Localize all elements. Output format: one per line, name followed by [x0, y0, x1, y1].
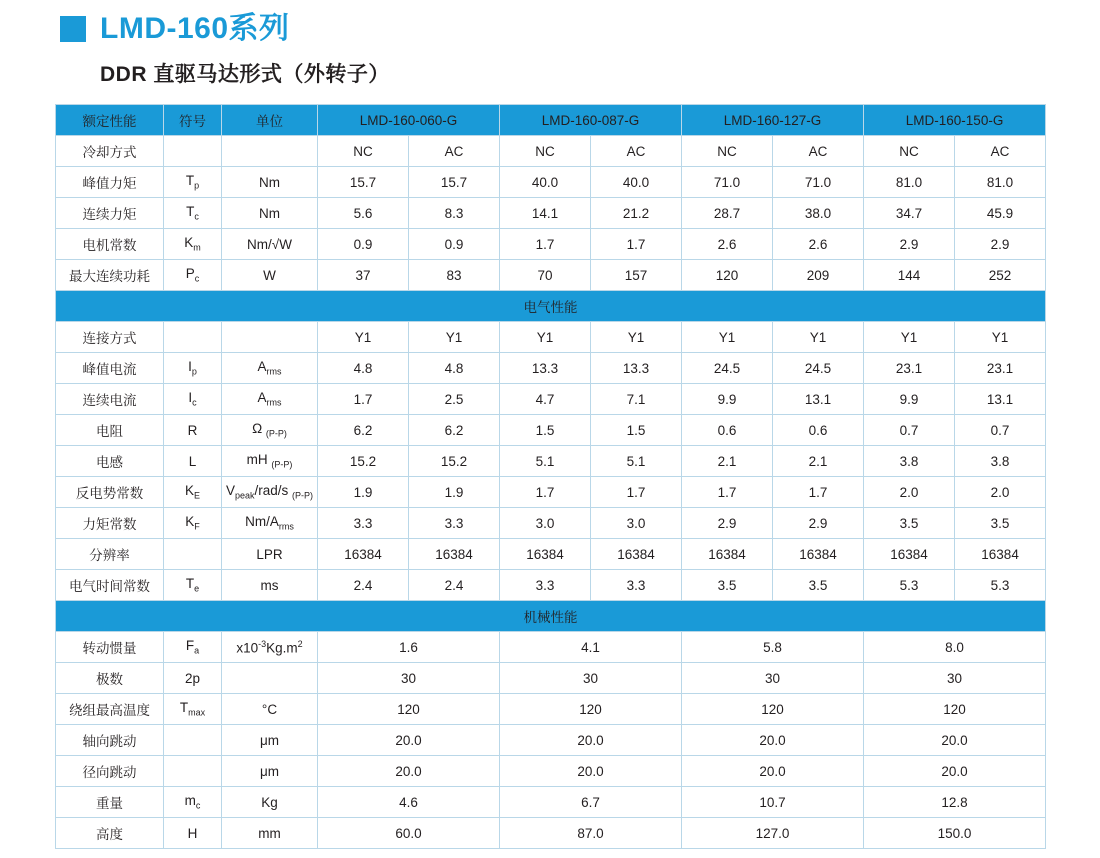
table-row: [56, 756, 1046, 787]
cell-value: 15.7: [409, 167, 500, 198]
row-unit: mH $_{(P-P)}$: [222, 446, 318, 477]
cell-value: 38.0: [773, 198, 864, 229]
table-row: [56, 632, 1046, 663]
cell-value: 40.0: [591, 167, 682, 198]
table-row: [56, 353, 1046, 384]
row-label: 电机常数: [56, 229, 164, 260]
cell-value: 120: [864, 694, 1046, 725]
cell-value: 1.7: [591, 229, 682, 260]
row-unit: LPR: [222, 539, 318, 570]
cell-value: 71.0: [682, 167, 773, 198]
row-unit: $Nm/A_{rms}$: [222, 508, 318, 539]
cell-value: 60.0: [318, 818, 500, 849]
cell-value: 1.6: [318, 632, 500, 663]
row-label: 转动惯量: [56, 632, 164, 663]
row-unit: ms: [222, 570, 318, 601]
cell-value: 5.6: [318, 198, 409, 229]
table-row: [56, 539, 1046, 570]
table-row: [56, 384, 1046, 415]
cell-value: 24.5: [773, 353, 864, 384]
cell-value: 13.3: [500, 353, 591, 384]
cell-value: 23.1: [864, 353, 955, 384]
table-row: [56, 446, 1046, 477]
table-row: [56, 663, 1046, 694]
cell-value: Y1: [500, 322, 591, 353]
cell-value: 1.7: [591, 477, 682, 508]
cell-value: 2.9: [773, 508, 864, 539]
cell-value: 5.3: [955, 570, 1046, 601]
cell-value: 16384: [682, 539, 773, 570]
row-label: 反电势常数: [56, 477, 164, 508]
cell-value: 45.9: [955, 198, 1046, 229]
row-symbol: $P_c$: [164, 260, 222, 291]
cell-value: 2.1: [773, 446, 864, 477]
cell-value: 2.1: [682, 446, 773, 477]
column-header-symbol: 符号: [164, 105, 222, 136]
cell-value: 9.9: [682, 384, 773, 415]
row-label: 冷却方式: [56, 136, 164, 167]
cell-value: 2.9: [682, 508, 773, 539]
row-symbol: $K_m$: [164, 229, 222, 260]
table-row: [56, 725, 1046, 756]
row-unit: Nm: [222, 167, 318, 198]
cell-value: 16384: [409, 539, 500, 570]
cell-value: 87.0: [500, 818, 682, 849]
cell-value: 16384: [864, 539, 955, 570]
cell-value: 20.0: [500, 756, 682, 787]
cell-value: NC: [864, 136, 955, 167]
page-header: [55, 0, 1045, 44]
column-header-model-2: LMD-160-087-G: [500, 105, 682, 136]
table-row: [56, 818, 1046, 849]
row-symbol: [164, 756, 222, 787]
cell-value: 1.9: [318, 477, 409, 508]
row-symbol: [164, 539, 222, 570]
cell-value: 0.6: [773, 415, 864, 446]
cell-value: 6.7: [500, 787, 682, 818]
cell-value: 2.6: [682, 229, 773, 260]
cell-value: 8.3: [409, 198, 500, 229]
section-header-row: [56, 601, 1046, 632]
cell-value: Y1: [591, 322, 682, 353]
table-row: [56, 508, 1046, 539]
row-unit: [222, 136, 318, 167]
cell-value: 2.4: [318, 570, 409, 601]
cell-value: Y1: [409, 322, 500, 353]
page-subtitle: DDR 直驱马达形式（外转子）: [100, 63, 390, 86]
row-label: 电气时间常数: [56, 570, 164, 601]
column-header-performance: 额定性能: [56, 105, 164, 136]
row-symbol: H: [164, 818, 222, 849]
cell-value: 15.7: [318, 167, 409, 198]
cell-value: 3.3: [409, 508, 500, 539]
cell-value: 6.2: [409, 415, 500, 446]
cell-value: Y1: [318, 322, 409, 353]
cell-value: 6.2: [318, 415, 409, 446]
cell-value: 30: [682, 663, 864, 694]
cell-value: 15.2: [409, 446, 500, 477]
cell-value: 3.3: [500, 570, 591, 601]
row-symbol: $T_c$: [164, 198, 222, 229]
cell-value: NC: [500, 136, 591, 167]
cell-value: 3.3: [591, 570, 682, 601]
page-title: LMD-160系列: [100, 12, 290, 45]
row-symbol: L: [164, 446, 222, 477]
cell-value: 37: [318, 260, 409, 291]
row-label: 极数: [56, 663, 164, 694]
row-symbol: $K_E$: [164, 477, 222, 508]
row-unit: μm: [222, 725, 318, 756]
cell-value: 81.0: [864, 167, 955, 198]
row-unit: Kg: [222, 787, 318, 818]
section-title-mechanical: 机械性能: [56, 601, 1046, 632]
cell-value: AC: [409, 136, 500, 167]
cell-value: 2.9: [955, 229, 1046, 260]
cell-value: 10.7: [682, 787, 864, 818]
table-row: [56, 136, 1046, 167]
cell-value: 12.8: [864, 787, 1046, 818]
cell-value: AC: [955, 136, 1046, 167]
cell-value: 16384: [773, 539, 864, 570]
cell-value: 2.4: [409, 570, 500, 601]
cell-value: 0.7: [864, 415, 955, 446]
row-label: 峰值力矩: [56, 167, 164, 198]
cell-value: 1.5: [500, 415, 591, 446]
row-unit: $x10^{-3}Kg.m^2$: [222, 632, 318, 663]
cell-value: 1.7: [500, 229, 591, 260]
cell-value: 3.5: [955, 508, 1046, 539]
cell-value: NC: [318, 136, 409, 167]
cell-value: 7.1: [591, 384, 682, 415]
table-row: [56, 322, 1046, 353]
cell-value: 2.0: [864, 477, 955, 508]
cell-value: 2.6: [773, 229, 864, 260]
cell-value: 16384: [318, 539, 409, 570]
cell-value: 2.5: [409, 384, 500, 415]
cell-value: 0.7: [955, 415, 1046, 446]
row-label: 连续力矩: [56, 198, 164, 229]
cell-value: 20.0: [318, 756, 500, 787]
cell-value: 1.9: [409, 477, 500, 508]
cell-value: 28.7: [682, 198, 773, 229]
row-unit: $A_{rms}$: [222, 353, 318, 384]
row-label: 径向跳动: [56, 756, 164, 787]
cell-value: 9.9: [864, 384, 955, 415]
cell-value: 30: [318, 663, 500, 694]
row-label: 峰值电流: [56, 353, 164, 384]
cell-value: 20.0: [682, 756, 864, 787]
row-symbol: $K_F$: [164, 508, 222, 539]
specification-table: [55, 104, 1046, 849]
cell-value: 4.8: [409, 353, 500, 384]
cell-value: 16384: [955, 539, 1046, 570]
cell-value: 3.0: [591, 508, 682, 539]
table-row: [56, 787, 1046, 818]
row-label: 高度: [56, 818, 164, 849]
cell-value: 120: [500, 694, 682, 725]
row-symbol: $I_p$: [164, 353, 222, 384]
cell-value: 34.7: [864, 198, 955, 229]
table-row: [56, 477, 1046, 508]
row-unit: μm: [222, 756, 318, 787]
cell-value: 20.0: [864, 725, 1046, 756]
row-label: 分辨率: [56, 539, 164, 570]
column-header-model-4: LMD-160-150-G: [864, 105, 1046, 136]
cell-value: 157: [591, 260, 682, 291]
cell-value: 40.0: [500, 167, 591, 198]
row-unit: [222, 322, 318, 353]
row-unit: Ω $_{(P-P)}$: [222, 415, 318, 446]
cell-value: 20.0: [318, 725, 500, 756]
cell-value: AC: [591, 136, 682, 167]
cell-value: 5.1: [591, 446, 682, 477]
row-symbol: R: [164, 415, 222, 446]
cell-value: 30: [864, 663, 1046, 694]
cell-value: 1.7: [500, 477, 591, 508]
cell-value: 24.5: [682, 353, 773, 384]
table-row: [56, 694, 1046, 725]
table-row: [56, 260, 1046, 291]
cell-value: 13.3: [591, 353, 682, 384]
row-label: 电感: [56, 446, 164, 477]
row-label: 最大连续功耗: [56, 260, 164, 291]
cell-value: 5.1: [500, 446, 591, 477]
cell-value: 4.8: [318, 353, 409, 384]
cell-value: 23.1: [955, 353, 1046, 384]
table-row: [56, 198, 1046, 229]
row-label: 电阻: [56, 415, 164, 446]
row-unit: mm: [222, 818, 318, 849]
row-unit: [222, 663, 318, 694]
cell-value: 2.9: [864, 229, 955, 260]
cell-value: Y1: [682, 322, 773, 353]
cell-value: 20.0: [500, 725, 682, 756]
cell-value: 0.6: [682, 415, 773, 446]
cell-value: 20.0: [864, 756, 1046, 787]
row-label: 重量: [56, 787, 164, 818]
column-header-model-3: LMD-160-127-G: [682, 105, 864, 136]
section-title-electrical: 电气性能: [56, 291, 1046, 322]
row-symbol: $T_e$: [164, 570, 222, 601]
cell-value: 15.2: [318, 446, 409, 477]
row-unit: Nm: [222, 198, 318, 229]
cell-value: 16384: [591, 539, 682, 570]
cell-value: 83: [409, 260, 500, 291]
row-unit: $V_{peak}/rad/s$ $_{(P-P)}$: [222, 477, 318, 508]
cell-value: 0.9: [409, 229, 500, 260]
cell-value: 13.1: [773, 384, 864, 415]
cell-value: 127.0: [682, 818, 864, 849]
cell-value: 70: [500, 260, 591, 291]
row-unit: W: [222, 260, 318, 291]
row-symbol: $m_c$: [164, 787, 222, 818]
cell-value: 13.1: [955, 384, 1046, 415]
cell-value: NC: [682, 136, 773, 167]
row-symbol: $T_p$: [164, 167, 222, 198]
cell-value: 4.1: [500, 632, 682, 663]
cell-value: 0.9: [318, 229, 409, 260]
row-label: 轴向跳动: [56, 725, 164, 756]
row-label: 连续电流: [56, 384, 164, 415]
cell-value: 3.3: [318, 508, 409, 539]
table-row: [56, 229, 1046, 260]
row-label: 力矩常数: [56, 508, 164, 539]
cell-value: 120: [682, 694, 864, 725]
cell-value: 1.5: [591, 415, 682, 446]
cell-value: 8.0: [864, 632, 1046, 663]
row-symbol: [164, 322, 222, 353]
row-unit: Nm/√W: [222, 229, 318, 260]
cell-value: 71.0: [773, 167, 864, 198]
cell-value: 1.7: [773, 477, 864, 508]
row-label: 绕组最高温度: [56, 694, 164, 725]
cell-value: 30: [500, 663, 682, 694]
cell-value: 120: [318, 694, 500, 725]
cell-value: 16384: [500, 539, 591, 570]
section-header-row: [56, 291, 1046, 322]
row-label: 连接方式: [56, 322, 164, 353]
cell-value: AC: [773, 136, 864, 167]
cell-value: 3.8: [955, 446, 1046, 477]
cell-value: 4.6: [318, 787, 500, 818]
cell-value: 3.8: [864, 446, 955, 477]
row-symbol: $F_a$: [164, 632, 222, 663]
column-header-unit: 单位: [222, 105, 318, 136]
brand-mark-icon: [60, 16, 86, 42]
column-header-model-1: LMD-160-060-G: [318, 105, 500, 136]
cell-value: 150.0: [864, 818, 1046, 849]
cell-value: 1.7: [682, 477, 773, 508]
cell-value: Y1: [773, 322, 864, 353]
cell-value: 5.3: [864, 570, 955, 601]
cell-value: 2.0: [955, 477, 1046, 508]
cell-value: 3.5: [682, 570, 773, 601]
cell-value: 14.1: [500, 198, 591, 229]
row-unit: °C: [222, 694, 318, 725]
cell-value: 3.0: [500, 508, 591, 539]
table-row: [56, 167, 1046, 198]
cell-value: 1.7: [318, 384, 409, 415]
row-symbol: [164, 136, 222, 167]
row-symbol: $T_{max}$: [164, 694, 222, 725]
cell-value: 20.0: [682, 725, 864, 756]
row-symbol: 2p: [164, 663, 222, 694]
cell-value: 4.7: [500, 384, 591, 415]
cell-value: 120: [682, 260, 773, 291]
cell-value: 21.2: [591, 198, 682, 229]
cell-value: 81.0: [955, 167, 1046, 198]
cell-value: 252: [955, 260, 1046, 291]
table-row: [56, 570, 1046, 601]
cell-value: 3.5: [864, 508, 955, 539]
cell-value: 3.5: [773, 570, 864, 601]
cell-value: Y1: [955, 322, 1046, 353]
table-row: [56, 415, 1046, 446]
row-symbol: $I_c$: [164, 384, 222, 415]
cell-value: 144: [864, 260, 955, 291]
cell-value: 5.8: [682, 632, 864, 663]
row-symbol: [164, 725, 222, 756]
row-unit: $A_{rms}$: [222, 384, 318, 415]
cell-value: Y1: [864, 322, 955, 353]
table-header-row: [56, 105, 1046, 136]
cell-value: 209: [773, 260, 864, 291]
